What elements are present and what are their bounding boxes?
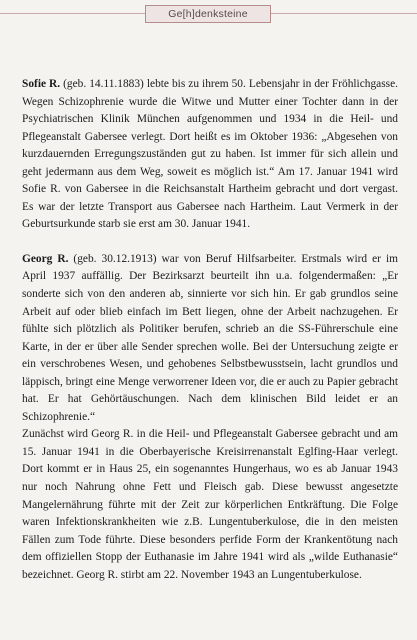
paragraph-georg-text: (geb. 30.12.1913) war von Beruf Hilfsarbeiter. Erstmals wird er im April 1937 auffällig. Der Bezirksarzt beurteilt ihn u.a. folgendermaßen: „Er sonderte sich von den anderen ab, sinnierte vor sich hin. Er gab grundlos seine Arbeit auf oder blieb einfach im Bett liegen, ohne der Arbeit nachzugehen. Er fühlte sich plötzlich als Politiker berufen, schrieb an die SS-Führerschule eine Karte, in der er über alle Sender sprechen wolle. Bei der Untersuchung zeigte er ein verschrobenes Wesen, und gehobenes Selbstbewusstsein, lacht grundlos und läppisch, bringt eine Menge verworrener Ideen vor, die er auch zu Papier gebracht hat. Er hat Gehörtäuschungen. Nach dem klinischen Bild leidet er an Schizophrenie.“ [22, 252, 398, 423]
paragraph-sofie-text: (geb. 14.11.1883) lebte bis zu ihrem 50. Lebensjahr in der Fröhlichgasse. Wegen Schizophrenie wurde die Witwe und Mutter einer Tochter dann in der Psychiatrischen Klinik München aufgenommen und 1934 in die Heil- und Pflegeanstalt Gabersee verlegt. Dort heißt es im Oktober 1936: „Abgesehen von kurzdauernden Erregungszuständen gut zu haben. Ist immer für sich allein und geht jedermann aus dem Weg, soweit es möglich ist.“ Am 17. Januar 1941 wird Sofie R. von Gabersee in die Reichsanstalt Hartheim gebracht und dort vergast. Es war der letzte Transport aus Gabersee nach Hartheim. Laut Vermerk in der Geburtsurkunde starb sie erst am 30. Januar 1941. [22, 78, 398, 231]
paragraph-georg [22, 251, 398, 426]
running-header: Ge[h]denksteine [145, 5, 271, 23]
page-body [22, 76, 398, 584]
person-name-georg: Georg R. [22, 252, 69, 265]
paragraph-georg-continuation: Zunächst wird Georg R. in die Heil- und Pflegeanstalt Gabersee gebracht und am 15. Januar 1941 in die Oberbayerische Kreisirrenanstalt Eglfing-Haar verlegt. Dort kommt er in Haus 25, ein sogenanntes Hungerhaus, wo es ab Januar 1943 nur noch Nahrung ohne Fett und Fleisch gab. Diese bewusst angesetzte Mangelernährung führte mit der Zeit zur körperlichen Entkräftung. Die Folge waren Infektionskrankheiten wie z.B. Lungentuberkulose, die in den meisten Fällen zum Tode führte. Diese besonders perfide Form der Krankentötung nach dem offiziellen Stopp der Euthanasie im Jahre 1941 wird als „wilde Euthanasie“ bezeichnet. Georg R. stirbt am 22. November 1943 an Lungentuberkulose. [22, 428, 398, 581]
paragraph-sofie [22, 76, 398, 234]
person-name-sofie: Sofie R. [22, 78, 61, 90]
